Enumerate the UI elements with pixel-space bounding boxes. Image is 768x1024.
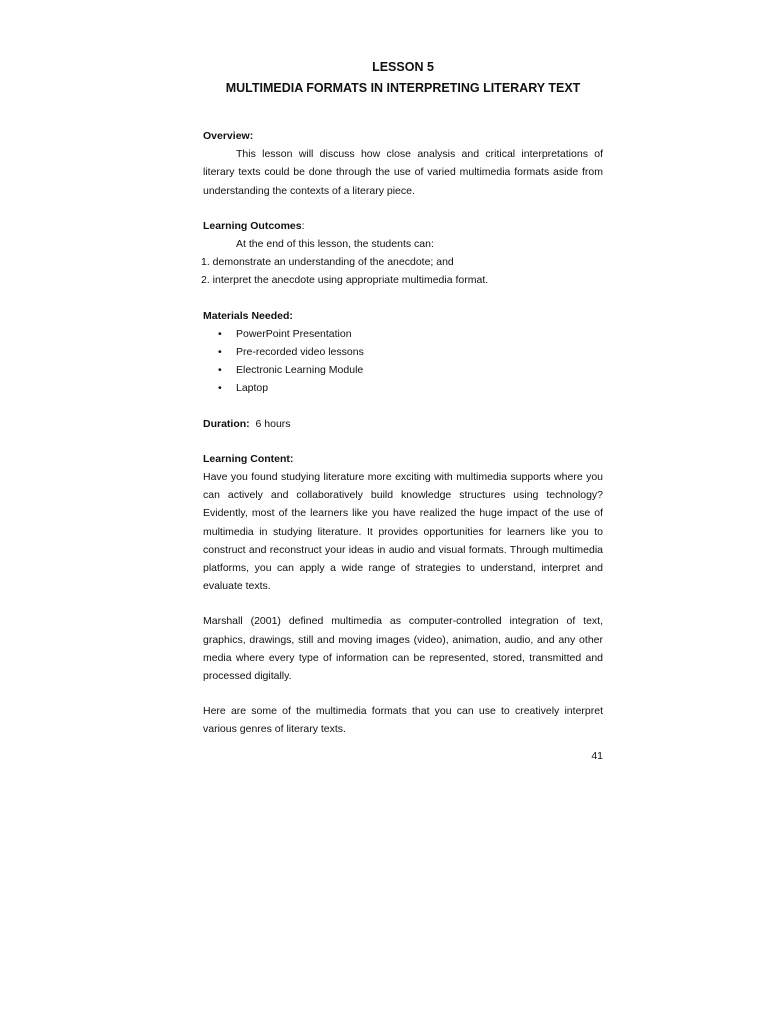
materials-list-item bbox=[203, 343, 603, 361]
learning-outcomes-intro: At the end of this lesson, the students can: bbox=[236, 238, 434, 251]
bullet-icon: • bbox=[218, 327, 222, 340]
learning-content-paragraph: Here are some of the multimedia formats that you can use to creatively interpret various genres of literary texts. bbox=[203, 705, 603, 736]
overview-heading: Overview: bbox=[203, 130, 254, 142]
learning-content-section bbox=[203, 450, 603, 739]
learning-outcomes-section bbox=[203, 217, 603, 290]
bullet-icon: • bbox=[218, 346, 222, 359]
page-number: 41 bbox=[591, 750, 603, 762]
duration-value: 6 hours bbox=[255, 417, 291, 430]
overview-section bbox=[203, 127, 603, 200]
materials-item-label: Electronic Learning Module bbox=[236, 364, 364, 377]
materials-heading: Materials Needed: bbox=[203, 309, 293, 322]
duration-section bbox=[203, 415, 603, 433]
learning-content-heading: Learning Content: bbox=[203, 452, 294, 465]
bullet-icon: • bbox=[218, 382, 222, 395]
learning-content-paragraph: Have you found studying literature more exciting with multimedia supports where you can actively and collaboratively build knowledge structures using technology? Evidently, most of the learners like you have realized the huge impact of the use of multimedia in studying literature. It provides opportunities for learners like you to construct and reconstruct your ideas in audio and visual formats. Through multimedia platforms, you can apply a wide range of strategies to understand, interpret and evaluate texts. bbox=[203, 471, 603, 593]
lesson-number: LESSON 5 bbox=[372, 60, 434, 74]
learning-outcome-item: 1. demonstrate an understanding of the anecdote; and bbox=[201, 256, 454, 269]
materials-list bbox=[203, 325, 603, 398]
materials-item-label: PowerPoint Presentation bbox=[236, 327, 352, 340]
bullet-icon: • bbox=[218, 364, 222, 377]
learning-content-paragraph: Marshall (2001) defined multimedia as computer-controlled integration of text, graphics, drawings, still and moving images (video), animation, audio, and any other media where every type of information can be represented, stored, transmitted and processed digitally. bbox=[203, 615, 603, 683]
materials-list-item bbox=[203, 325, 603, 343]
materials-item-label: Pre-recorded video lessons bbox=[236, 346, 364, 359]
lesson-title: MULTIMEDIA FORMATS IN INTERPRETING LITERARY TEXT bbox=[225, 81, 581, 95]
learning-outcome-item: 2. interpret the anecdote using appropriate multimedia format. bbox=[201, 274, 489, 287]
learning-outcomes-heading-colon: : bbox=[301, 219, 305, 232]
materials-list-item bbox=[203, 379, 603, 397]
duration-label: Duration: bbox=[203, 417, 250, 430]
materials-item-label: Laptop bbox=[236, 382, 269, 395]
materials-list-item bbox=[203, 361, 603, 379]
duration-line bbox=[203, 415, 603, 433]
learning-outcomes-list bbox=[203, 253, 603, 289]
page-content bbox=[203, 58, 603, 739]
learning-outcomes-heading bbox=[203, 217, 603, 235]
materials-section bbox=[203, 307, 603, 398]
overview-text: This lesson will discuss how close analysis and critical interpretations of literary texts could be done through the use of varied multimedia formats aside from understanding the contexts of a literary piece. bbox=[203, 148, 603, 197]
learning-outcomes-heading-text: Learning Outcomes bbox=[203, 219, 302, 232]
